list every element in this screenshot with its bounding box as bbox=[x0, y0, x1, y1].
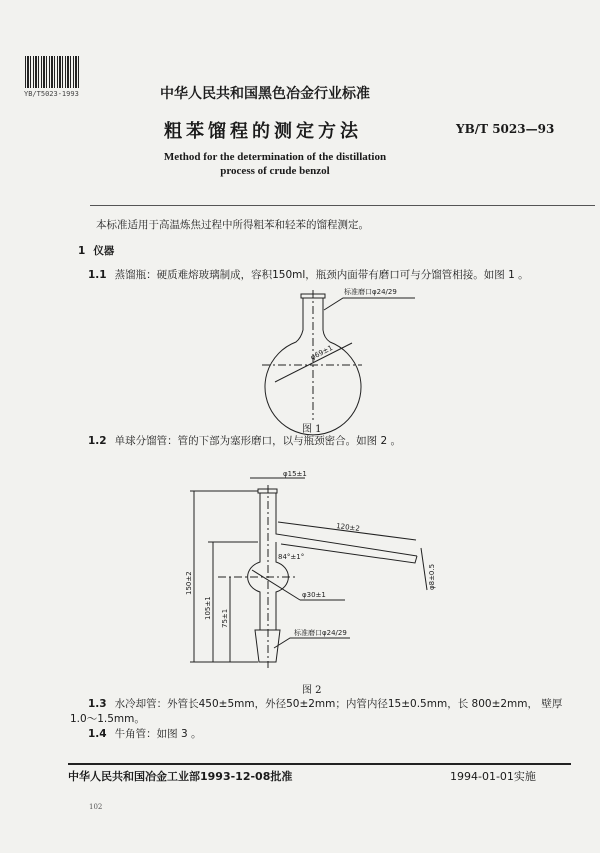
item-1-3 bbox=[88, 696, 562, 711]
fig2-bulb-diameter: φ30±1 bbox=[302, 591, 326, 599]
item-number: 1.2 bbox=[88, 435, 107, 447]
effective-date: 1994-01-01实施 bbox=[450, 770, 536, 783]
item-1-4 bbox=[88, 726, 201, 741]
fig2-height-total: 150±2 bbox=[185, 571, 193, 595]
figure-2-caption: 图 2 bbox=[302, 685, 322, 696]
fig2-arm-diameter: φ8±0.5 bbox=[428, 563, 436, 590]
section-number: 1 bbox=[78, 245, 86, 257]
scope-text: 本标准适用于高温炼焦过程中所得粗苯和轻苯的馏程测定。 bbox=[96, 219, 369, 231]
item-1-3-cont: 1.0～1.5mm。 bbox=[70, 713, 145, 725]
english-title-line2: process of crude benzol bbox=[220, 165, 330, 177]
column-left-wall bbox=[248, 493, 260, 630]
footer-divider bbox=[68, 763, 571, 765]
fig2-height-bulb: 75±1 bbox=[221, 608, 229, 628]
section-title: 仪器 bbox=[93, 245, 115, 257]
item-text: 水冷却管：外管长450±5mm，外径50±2mm；内管内径15±0.5mm，长 800±2mm， 壁厚 bbox=[114, 698, 563, 710]
fig2-arm-length: 120±2 bbox=[335, 522, 361, 533]
standard-code: YB/T 5023—93 bbox=[456, 122, 555, 136]
fig1-diameter-label: φ69±1 bbox=[309, 343, 335, 362]
standard-organization: 中华人民共和国黑色冶金行业标准 bbox=[160, 86, 370, 102]
item-text: 单球分馏管：管的下部为塞形磨口，以与瓶颈密合。如图 2 。 bbox=[114, 435, 401, 447]
page-title: 粗苯馏程的测定方法 bbox=[164, 121, 362, 142]
fig2-joint-label: 标准磨口φ24/29 bbox=[294, 629, 347, 637]
dim-8 bbox=[421, 548, 427, 590]
fig2-angle: 84°±1° bbox=[278, 553, 305, 561]
item-number: 1.3 bbox=[88, 698, 107, 710]
column-right-wall bbox=[276, 493, 417, 630]
item-text: 牛角管：如图 3 。 bbox=[114, 728, 202, 740]
item-text: 蒸馏瓶：硬质难熔玻璃制成，容积150ml，瓶颈内面带有磨口可与分馏管相接。如图 1 。 bbox=[114, 269, 529, 281]
page-number: 102 bbox=[89, 803, 103, 811]
fig1-joint-label: 标准磨口φ24/29 bbox=[344, 288, 397, 296]
fig2-top-diameter: φ15±1 bbox=[283, 470, 307, 478]
figure-1-caption: 图 1 bbox=[302, 424, 322, 435]
item-number: 1.1 bbox=[88, 269, 107, 281]
joint-leader bbox=[274, 638, 350, 648]
item-number: 1.4 bbox=[88, 728, 107, 740]
approval-date: 中华人民共和国冶金工业部1993-12-08批准 bbox=[68, 770, 293, 783]
barcode-text: YB/T5023-1993 bbox=[24, 90, 79, 98]
english-title-line1: Method for the determination of the distillation bbox=[163, 151, 387, 163]
fig2-height-arm: 105±1 bbox=[204, 596, 212, 620]
